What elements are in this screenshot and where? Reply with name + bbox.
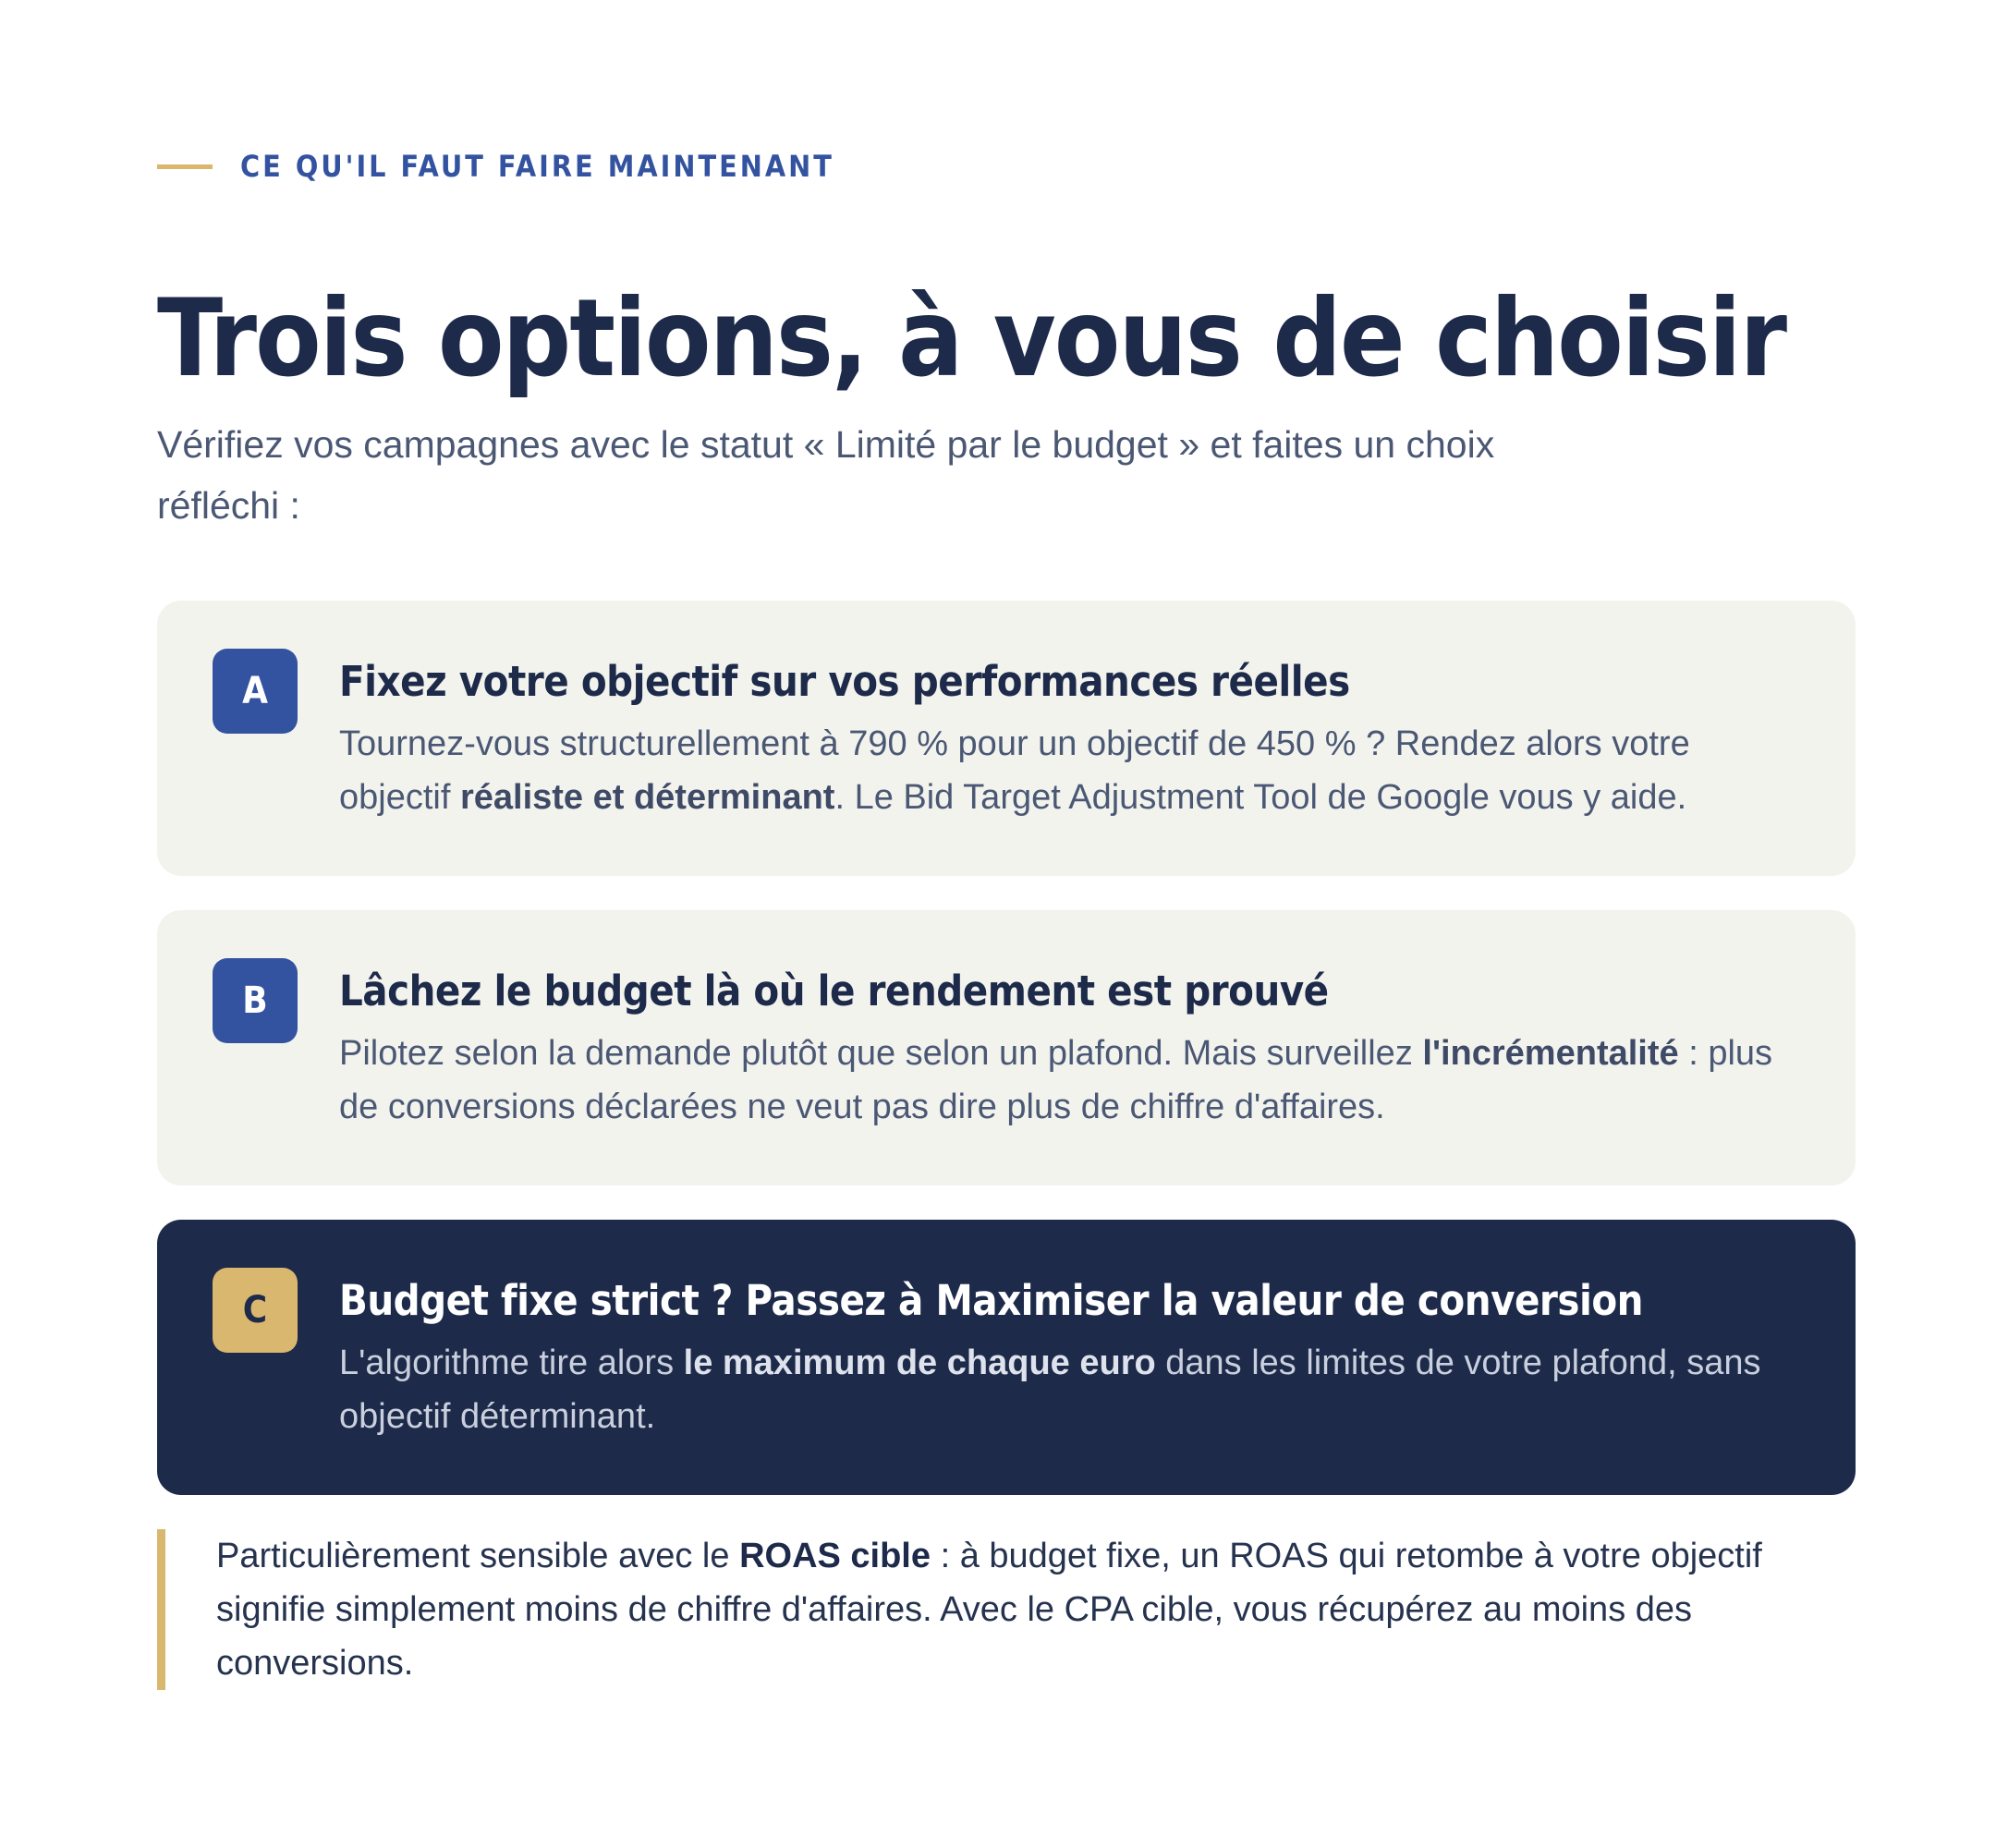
option-badge-b: B — [213, 958, 298, 1043]
option-text-a-start: Tournez-vous structurellement à 790 % pour un objectif de 450 % ? Rendez alors votre objectif — [339, 724, 1690, 817]
option-body-c — [339, 1273, 1791, 1443]
option-title-a: Fixez votre objectif sur vos performances réelles — [339, 657, 1350, 706]
option-text-b — [339, 1027, 1791, 1134]
note-text-end: : à budget fixe, un ROAS qui retombe à votre objectif signifie simplement moins de chiffre d'affaires. Avec le CPA cible, vous récupérez au moins des conversions. — [216, 1537, 1762, 1683]
option-body-b — [339, 964, 1791, 1134]
option-body-a — [339, 654, 1791, 824]
option-text-c-start: L'algorithme tire alors — [339, 1343, 684, 1382]
option-text-a — [339, 717, 1791, 824]
page-title: Trois options, à vous de choisir — [157, 276, 1785, 401]
option-title-c: Budget fixe strict ? Passez à Maximiser la valeur de conversion — [339, 1276, 1644, 1325]
option-text-c-emphasis: le maximum de chaque euro — [683, 1343, 1156, 1382]
option-text-a-end: . Le Bid Target Adjustment Tool de Google vous y aide. — [834, 778, 1687, 817]
option-text-b-end: : plus de conversions déclarées ne veut pas dire plus de chiffre d'affaires. — [339, 1034, 1773, 1126]
note-emphasis: ROAS cible — [739, 1537, 931, 1575]
option-text-a-emphasis: réaliste et déterminant — [459, 778, 835, 817]
option-card-a — [157, 601, 1856, 876]
option-badge-c: C — [213, 1268, 298, 1353]
callout-note — [157, 1529, 1787, 1690]
options-section — [157, 139, 1856, 1690]
option-text-b-start: Pilotez selon la demande plutôt que selon un plafond. Mais surveillez — [339, 1034, 1423, 1073]
option-text-c-end: dans les limites de votre plafond, sans objectif déterminant. — [339, 1343, 1761, 1436]
intro-text: Vérifiez vos campagnes avec le statut « Limité par le budget » et faites un choix réfléchi : — [157, 423, 1495, 527]
option-card-b — [157, 910, 1856, 1185]
eyebrow-label: CE QU'IL FAUT FAIRE MAINTENANT — [240, 149, 834, 184]
option-card-c — [157, 1220, 1856, 1495]
option-title-b: Lâchez le budget là où le rendement est prouvé — [339, 967, 1329, 1015]
note-text-start: Particulièrement sensible avec le — [216, 1537, 740, 1575]
eyebrow-rule — [157, 164, 213, 169]
option-text-c — [339, 1336, 1791, 1443]
option-text-b-emphasis: l'incrémentalité — [1422, 1034, 1679, 1073]
eyebrow — [157, 139, 1856, 194]
option-badge-a: A — [213, 649, 298, 734]
option-list — [157, 601, 1856, 1495]
